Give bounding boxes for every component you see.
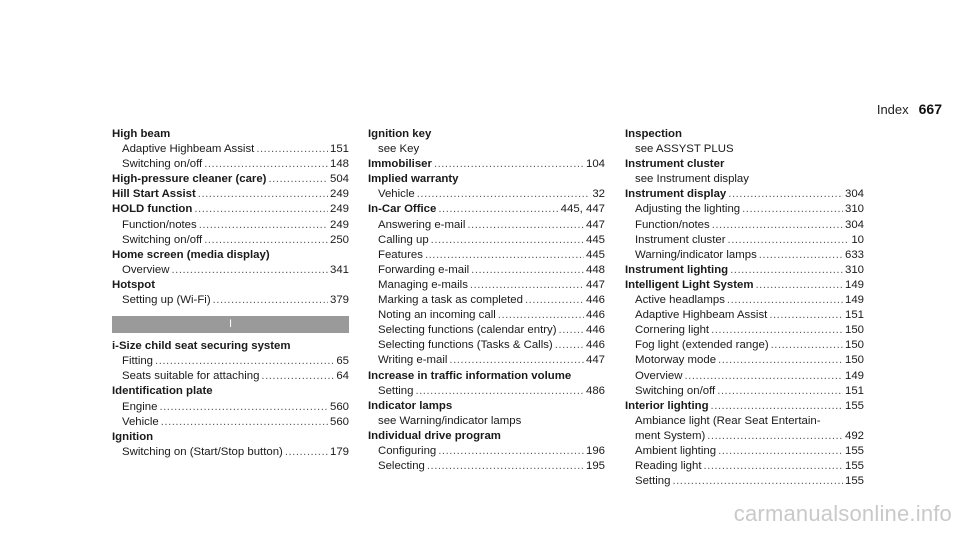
- page-reference[interactable]: 249: [329, 203, 349, 216]
- page-reference[interactable]: 304: [844, 188, 864, 201]
- page-reference[interactable]: 32: [592, 188, 605, 201]
- entry-label: Switching on (Start/Stop button): [122, 445, 283, 458]
- page-reference[interactable]: 149: [844, 278, 864, 291]
- page-reference[interactable]: 148: [329, 158, 349, 171]
- page-header: [877, 101, 942, 117]
- index-column-3: [625, 127, 864, 489]
- dot-leader: [742, 202, 843, 217]
- index-subentry[interactable]: [625, 218, 864, 233]
- index-entry[interactable]: [368, 172, 605, 187]
- entry-label: Function/notes: [122, 218, 197, 231]
- dot-leader: [759, 248, 843, 263]
- dot-leader: [498, 308, 584, 323]
- entry-label: Marking a task as completed: [378, 294, 523, 307]
- entry-label: Cornering light: [635, 324, 710, 337]
- page-reference[interactable]: 65: [336, 355, 349, 368]
- dot-leader: [256, 142, 328, 157]
- entry-label: Features: [378, 248, 423, 261]
- dot-leader: [467, 218, 584, 233]
- page-reference[interactable]: 445: [585, 233, 605, 246]
- index-subentry[interactable]: [112, 157, 349, 172]
- index-entry[interactable]: [625, 278, 864, 293]
- index-see-reference[interactable]: Ambiance light (Rear Seat Entertain-: [635, 414, 821, 427]
- index-see-reference[interactable]: see Warning/indicator lamps: [378, 414, 522, 427]
- page-reference[interactable]: 151: [329, 143, 349, 156]
- index-entry[interactable]: [112, 187, 349, 202]
- index-see-reference[interactable]: see Key: [378, 143, 420, 156]
- index-entry[interactable]: [112, 384, 349, 399]
- index-entry[interactable]: [112, 248, 349, 263]
- entry-label: Setting: [635, 475, 671, 488]
- entry-label: Answering e-mail: [378, 218, 466, 231]
- entry-label: Switching on/off: [635, 384, 716, 397]
- entry-label: Switching on/off: [122, 158, 203, 171]
- index-entry[interactable]: [112, 172, 349, 187]
- page-reference[interactable]: 448: [585, 263, 605, 276]
- dot-leader: [204, 157, 328, 172]
- dot-leader: [417, 187, 591, 202]
- entry-label: Calling up: [378, 233, 429, 246]
- entry-label: Fog light (extended range): [635, 339, 769, 352]
- index-entry[interactable]: [112, 278, 349, 293]
- entry-label: HOLD function: [112, 203, 193, 216]
- index-subentry[interactable]: [625, 233, 864, 248]
- index-subentry[interactable]: [112, 142, 349, 157]
- dot-leader: [204, 233, 328, 248]
- page-reference[interactable]: 446: [585, 294, 605, 307]
- entry-label: Overview: [635, 369, 683, 382]
- page-reference[interactable]: 310: [844, 263, 864, 276]
- dot-leader: [171, 263, 328, 278]
- page-reference[interactable]: 504: [329, 173, 349, 186]
- dot-leader: [268, 172, 328, 187]
- dot-leader: [470, 278, 584, 293]
- page-reference[interactable]: 486: [585, 384, 605, 397]
- page-reference[interactable]: 304: [844, 218, 864, 231]
- index-subentry[interactable]: [625, 369, 864, 384]
- dot-leader: [755, 278, 843, 293]
- page-reference[interactable]: 379: [329, 294, 349, 307]
- page-reference[interactable]: 155: [844, 399, 864, 412]
- entry-label: Adjusting the lighting: [635, 203, 741, 216]
- entry-label: Writing e-mail: [378, 354, 448, 367]
- page-reference[interactable]: 149: [844, 294, 864, 307]
- index-entry[interactable]: [368, 369, 605, 384]
- entry-label: Hill Start Assist: [112, 188, 196, 201]
- index-subentry[interactable]: [112, 233, 349, 248]
- dot-leader: [711, 323, 843, 338]
- dot-leader: [525, 293, 584, 308]
- entry-label: Setting up (Wi-Fi): [122, 294, 211, 307]
- page-reference[interactable]: 492: [844, 429, 864, 442]
- dot-leader: [438, 444, 584, 459]
- entry-label: Managing e-mails: [378, 278, 468, 291]
- dot-leader: [769, 308, 843, 323]
- page-reference[interactable]: 445, 447: [560, 203, 605, 216]
- index-entry[interactable]: [625, 263, 864, 278]
- entry-label: Fitting: [122, 355, 154, 368]
- index-subentry[interactable]: [625, 293, 864, 308]
- dot-leader: [434, 157, 584, 172]
- entry-label: Function/notes: [635, 218, 710, 231]
- entry-label: Seats suitable for attaching: [122, 370, 260, 383]
- dot-leader: [728, 233, 850, 248]
- entry-label: Vehicle: [122, 415, 159, 428]
- index-subentry[interactable]: [625, 474, 864, 489]
- dot-leader: [261, 369, 334, 384]
- entry-label: ment System): [635, 429, 706, 442]
- index-subentry[interactable]: [625, 202, 864, 217]
- index-subentry[interactable]: [368, 187, 605, 202]
- watermark-logo: carmanualsonline.info: [733, 501, 952, 526]
- index-entry[interactable]: [112, 339, 349, 354]
- index-entry[interactable]: [625, 157, 864, 172]
- dot-leader: [425, 248, 584, 263]
- index-subentry[interactable]: [368, 248, 605, 263]
- index-entry[interactable]: [625, 127, 864, 142]
- entry-label: Selecting functions (Tasks & Calls): [378, 339, 553, 352]
- dot-leader: [449, 353, 584, 368]
- index-column-1: [112, 127, 349, 460]
- page-reference[interactable]: 446: [585, 309, 605, 322]
- dot-leader: [194, 202, 328, 217]
- page-reference[interactable]: 104: [585, 158, 605, 171]
- entry-label: Overview: [122, 263, 170, 276]
- dot-leader: [471, 263, 584, 278]
- entry-label: Engine: [122, 400, 158, 413]
- dot-leader: [431, 233, 584, 248]
- entry-label: Noting an incoming call: [378, 309, 496, 322]
- page-reference[interactable]: 249: [329, 188, 349, 201]
- index-see-reference[interactable]: see ASSYST PLUS: [635, 143, 734, 156]
- dot-leader: [712, 218, 843, 233]
- dot-leader: [198, 187, 328, 202]
- page-reference[interactable]: 151: [844, 384, 864, 397]
- page-reference[interactable]: 560: [329, 415, 349, 428]
- entry-label: Hotspot: [112, 278, 156, 291]
- page-reference[interactable]: 249: [329, 218, 349, 231]
- page-reference[interactable]: 446: [585, 339, 605, 352]
- page-reference[interactable]: 179: [329, 445, 349, 458]
- index-subentry[interactable]: [112, 293, 349, 308]
- dot-leader: [427, 459, 584, 474]
- entry-label: Individual drive program: [368, 429, 501, 442]
- entry-label: Vehicle: [378, 188, 415, 201]
- entry-label: Adaptive Highbeam Assist: [635, 309, 768, 322]
- dot-leader: [718, 353, 843, 368]
- page-reference[interactable]: 447: [585, 218, 605, 231]
- entry-label: Adaptive Highbeam Assist: [122, 143, 255, 156]
- page-reference[interactable]: 155: [844, 460, 864, 473]
- index-subentry[interactable]: [625, 459, 864, 474]
- entry-label: Instrument cluster: [635, 233, 726, 246]
- entry-label: Instrument lighting: [625, 263, 729, 276]
- dot-leader: [704, 459, 843, 474]
- entry-label: Motorway mode: [635, 354, 717, 367]
- index-entry[interactable]: [112, 202, 349, 217]
- page-reference[interactable]: 149: [844, 369, 864, 382]
- dot-leader: [672, 474, 843, 489]
- entry-label: Indicator lamps: [368, 399, 453, 412]
- index-subentry[interactable]: [368, 278, 605, 293]
- entry-label: Selecting: [378, 460, 425, 473]
- entry-label: Ambient lighting: [635, 444, 717, 457]
- index-subentry[interactable]: [625, 308, 864, 323]
- dot-leader: [438, 202, 558, 217]
- index-subentry[interactable]: [625, 444, 864, 459]
- page-reference[interactable]: 196: [585, 444, 605, 457]
- index-subentry[interactable]: [112, 445, 349, 460]
- page-reference[interactable]: 150: [844, 324, 864, 337]
- page-reference[interactable]: 150: [844, 339, 864, 352]
- index-entry[interactable]: [368, 429, 605, 444]
- page-reference[interactable]: 447: [585, 278, 605, 291]
- page-reference[interactable]: 446: [585, 324, 605, 337]
- dot-leader: [159, 400, 328, 415]
- page-reference[interactable]: 250: [329, 233, 349, 246]
- index-subentry[interactable]: [625, 429, 864, 444]
- entry-label: High-pressure cleaner (care): [112, 173, 267, 186]
- index-subentry[interactable]: [112, 218, 349, 233]
- index-subentry[interactable]: [368, 233, 605, 248]
- entry-label: Reading light: [635, 460, 702, 473]
- entry-label: Interior lighting: [625, 399, 709, 412]
- index-entry[interactable]: [368, 127, 605, 142]
- index-column-2: [368, 127, 605, 474]
- index-subentry[interactable]: [368, 218, 605, 233]
- dot-leader: [285, 445, 328, 460]
- index-subentry[interactable]: [112, 263, 349, 278]
- dot-leader: [707, 429, 843, 444]
- dot-leader: [199, 218, 328, 233]
- entry-label: Identification plate: [112, 385, 213, 398]
- page-reference[interactable]: 64: [336, 370, 349, 383]
- index-subentry[interactable]: [368, 293, 605, 308]
- index-subentry[interactable]: [112, 400, 349, 415]
- index-subentry[interactable]: [625, 248, 864, 263]
- entry-label: Forwarding e-mail: [378, 263, 470, 276]
- index-subentry[interactable]: [625, 384, 864, 399]
- page-reference[interactable]: 195: [585, 460, 605, 473]
- entry-label: Inspection: [625, 128, 682, 140]
- dot-leader: [728, 187, 843, 202]
- index-subentry[interactable]: [368, 353, 605, 368]
- entry-label: Implied warranty: [368, 173, 459, 186]
- dot-leader: [727, 293, 843, 308]
- section-title: Index: [876, 102, 909, 117]
- entry-label: Configuring: [378, 444, 437, 457]
- page-reference[interactable]: 633: [844, 248, 864, 261]
- index-subentry[interactable]: [112, 369, 349, 384]
- index-entry[interactable]: [368, 157, 605, 172]
- entry-label: Ignition: [112, 430, 154, 443]
- index-entry[interactable]: [368, 399, 605, 414]
- entry-label: Setting: [378, 384, 414, 397]
- index-subentry[interactable]: [625, 323, 864, 338]
- index-subentry[interactable]: [625, 353, 864, 368]
- index-subentry[interactable]: [368, 459, 605, 474]
- dot-leader: [771, 338, 843, 353]
- dot-leader: [717, 384, 843, 399]
- page-reference[interactable]: 341: [329, 263, 349, 276]
- entry-label: Instrument display: [625, 188, 727, 201]
- entry-label: Home screen (media display): [112, 248, 270, 261]
- entry-label: Intelligent Light System: [625, 278, 754, 291]
- dot-leader: [730, 263, 843, 278]
- index-subentry[interactable]: [112, 415, 349, 430]
- dot-leader: [415, 384, 584, 399]
- dot-leader: [555, 338, 584, 353]
- index-entry[interactable]: [625, 187, 864, 202]
- index-subentry[interactable]: [368, 384, 605, 399]
- dot-leader: [711, 399, 843, 414]
- dot-leader: [559, 323, 584, 338]
- dot-leader: [155, 354, 334, 369]
- index-subentry[interactable]: [368, 263, 605, 278]
- dot-leader: [213, 293, 328, 308]
- entry-label: Ignition key: [368, 128, 432, 140]
- entry-label: Immobiliser: [368, 158, 432, 171]
- entry-label: Instrument cluster: [625, 158, 725, 171]
- entry-label: i-Size child seat securing system: [112, 340, 291, 353]
- page-number: 667: [918, 101, 942, 117]
- page-reference[interactable]: 155: [844, 444, 864, 457]
- page-reference[interactable]: 447: [585, 354, 605, 367]
- page-reference[interactable]: 155: [844, 475, 864, 488]
- index-subentry[interactable]: [368, 323, 605, 338]
- entry-label: Selecting functions (calendar entry): [378, 324, 557, 337]
- page-reference[interactable]: 445: [585, 248, 605, 261]
- page-reference[interactable]: 560: [329, 400, 349, 413]
- entry-label: In-Car Office: [368, 203, 437, 216]
- index-subentry[interactable]: [368, 444, 605, 459]
- entry-label: Warning/indicator lamps: [635, 248, 757, 261]
- page-reference[interactable]: 10: [851, 233, 864, 246]
- page-reference[interactable]: 151: [844, 309, 864, 322]
- page-reference[interactable]: 150: [844, 354, 864, 367]
- entry-label: Switching on/off: [122, 233, 203, 246]
- index-entry[interactable]: [625, 399, 864, 414]
- entry-label: Increase in traffic information volume: [368, 369, 572, 382]
- index-entry[interactable]: [368, 202, 605, 217]
- entry-label: High beam: [112, 128, 171, 140]
- section-letter-bar: I: [112, 316, 349, 333]
- index-subentry[interactable]: [368, 308, 605, 323]
- index-entry[interactable]: [112, 430, 349, 445]
- index-subentry[interactable]: [368, 338, 605, 353]
- dot-leader: [718, 444, 843, 459]
- index-subentry[interactable]: [625, 338, 864, 353]
- index-see-reference[interactable]: see Instrument display: [635, 173, 749, 186]
- index-entry[interactable]: [112, 127, 349, 142]
- page-reference[interactable]: 310: [844, 203, 864, 216]
- index-subentry[interactable]: [112, 354, 349, 369]
- dot-leader: [161, 415, 328, 430]
- dot-leader: [684, 369, 843, 384]
- entry-label: Active headlamps: [635, 294, 725, 307]
